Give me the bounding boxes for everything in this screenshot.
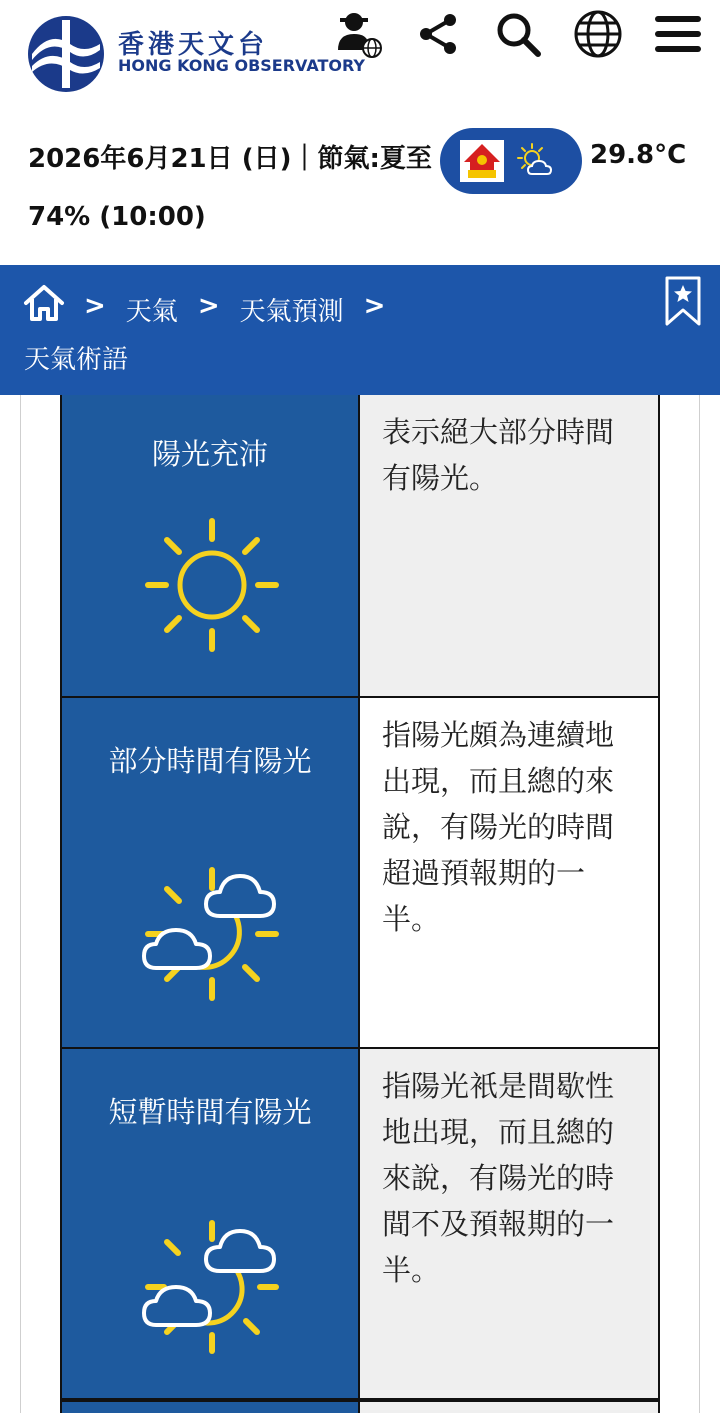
breadcrumb-separator: > <box>197 291 220 321</box>
logo-english-name: HONG KONG OBSERVATORY <box>118 56 366 75</box>
table-row <box>60 1049 660 1400</box>
user-globe-icon[interactable] <box>330 6 386 62</box>
term-name: 部分時間有陽光 <box>108 744 312 778</box>
sunny-intervals-icon <box>140 1215 284 1359</box>
globe-icon[interactable] <box>570 6 626 62</box>
date-solar-term: 2026年6月21日 (日)｜節氣:夏至 <box>28 144 432 174</box>
term-description: 指陽光頗為連續地出現，而且總的來說，有陽光的時間超過預報期的一半。 <box>360 698 660 1049</box>
breadcrumb-item-weather[interactable]: 天氣 <box>125 297 178 327</box>
term-description <box>360 1400 660 1413</box>
table-row <box>60 698 660 1049</box>
warning-weather-pill[interactable] <box>440 128 582 194</box>
current-weather-bar <box>0 110 720 265</box>
term-cell <box>60 395 360 698</box>
share-icon[interactable] <box>410 6 466 62</box>
term-name: 陽光充沛 <box>151 437 268 471</box>
site-header <box>0 0 720 110</box>
sunny-periods-icon <box>516 142 556 182</box>
home-icon[interactable] <box>22 283 66 323</box>
breadcrumb-item-forecast[interactable]: 天氣預測 <box>239 297 344 327</box>
breadcrumb-trail <box>84 291 405 328</box>
menu-icon[interactable] <box>650 6 706 62</box>
breadcrumb-current: 天氣術語 <box>24 345 129 375</box>
term-cell <box>60 698 360 1049</box>
very-hot-weather-warning-icon <box>460 140 504 182</box>
term-cell <box>60 1400 360 1413</box>
logo-chinese-name: 香港天文台 <box>118 30 269 60</box>
breadcrumb <box>0 265 720 395</box>
term-name: 短暫時間有陽光 <box>108 1095 312 1129</box>
humidity-value: 74% (10:00) <box>28 202 206 232</box>
table-row <box>60 1400 660 1413</box>
term-description: 表示絕大部分時間有陽光。 <box>360 395 660 698</box>
term-description: 指陽光衹是間歇性地出現，而且總的來說，有陽光的時間不及預報期的一半。 <box>360 1049 660 1400</box>
search-icon[interactable] <box>490 6 546 62</box>
hko-emblem-icon <box>20 14 112 94</box>
term-cell <box>60 1049 360 1400</box>
table-row <box>60 395 660 698</box>
weather-terms-table <box>0 395 720 1413</box>
sunny-periods-icon <box>140 862 284 1006</box>
breadcrumb-separator: > <box>363 291 386 321</box>
hko-logo[interactable] <box>20 14 380 94</box>
sunny-icon <box>140 513 284 657</box>
breadcrumb-separator: > <box>84 291 106 321</box>
bookmark-icon[interactable] <box>664 275 702 327</box>
temperature-value: 29.8°C <box>590 140 687 170</box>
